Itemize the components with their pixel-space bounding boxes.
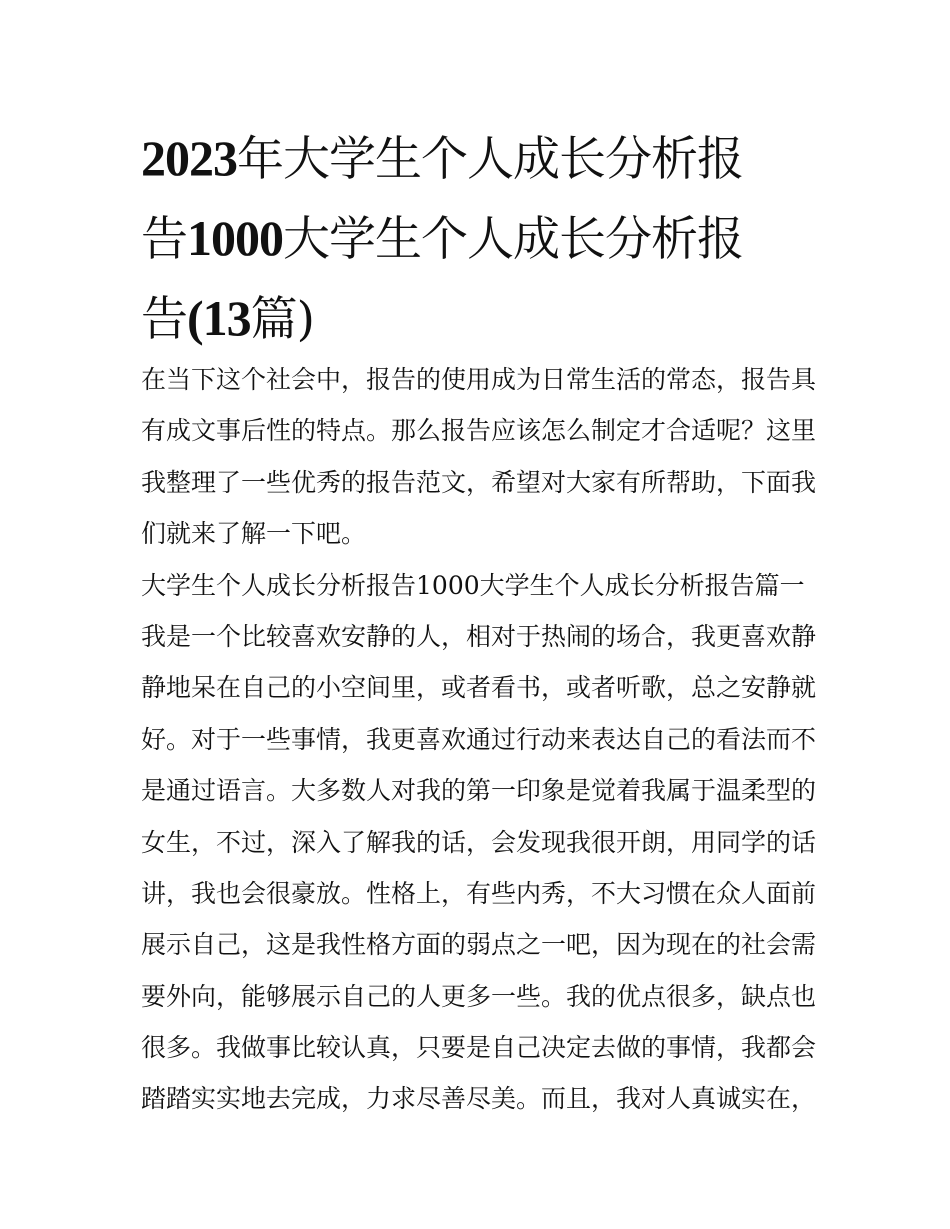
title-line-1 [141,118,811,198]
title-number: 1000 [187,210,283,266]
section-heading: 大学生个人成长分析报告1000大学生个人成长分析报告篇一 [141,570,805,600]
title-text: 大学生个人成长分析报 [283,212,743,267]
title-line-2 [141,198,811,278]
body-line: 踏踏实实地去完成，力求尽善尽美。而且，我对人真诚实在， [141,1084,817,1114]
title-count: (13 [187,290,251,346]
body-line: 有成文事后性的特点。那么报告应该怎么制定才合适呢？这里 [141,416,817,446]
title-text: 年大学生个人成长分析报 [237,132,743,187]
body-line: 讲，我也会很豪放。性格上，有些内秀，不大习惯在众人面前 [141,878,817,908]
body-line: 们就来了解一下吧。 [141,519,367,549]
body-line: 在当下这个社会中，报告的使用成为日常生活的常态，报告具 [141,365,817,394]
title-text: 告 [141,212,187,267]
body-line: 静地呆在自己的小空间里，或者看书，或者听歌，总之安静就 [141,673,817,703]
body-line: 要外向，能够展示自己的人更多一些。我的优点很多，缺点也 [141,981,817,1011]
body-line: 展示自己，这是我性格方面的弱点之一吧，因为现在的社会需 [141,930,817,960]
body-line: 我是一个比较喜欢安静的人，相对于热闹的场合，我更喜欢静 [141,621,817,651]
body-line: 好。对于一些事情，我更喜欢通过行动来表达自己的看法而不 [141,724,817,754]
document-body [141,354,817,1125]
body-line: 很多。我做事比较认真，只要是自己决定去做的事情，我都会 [141,1033,817,1063]
title-text: 篇) [250,292,314,347]
title-line-3 [141,278,811,358]
document-title [141,118,811,358]
body-line: 我整理了一些优秀的报告范文，希望对大家有所帮助，下面我 [141,467,817,497]
body-line: 是通过语言。大多数人对我的第一印象是觉着我属于温柔型的 [141,776,817,806]
title-year: 2023 [141,130,237,186]
body-line: 女生，不过，深入了解我的话，会发现我很开朗，用同学的话 [141,827,817,857]
title-text: 告 [141,292,187,347]
